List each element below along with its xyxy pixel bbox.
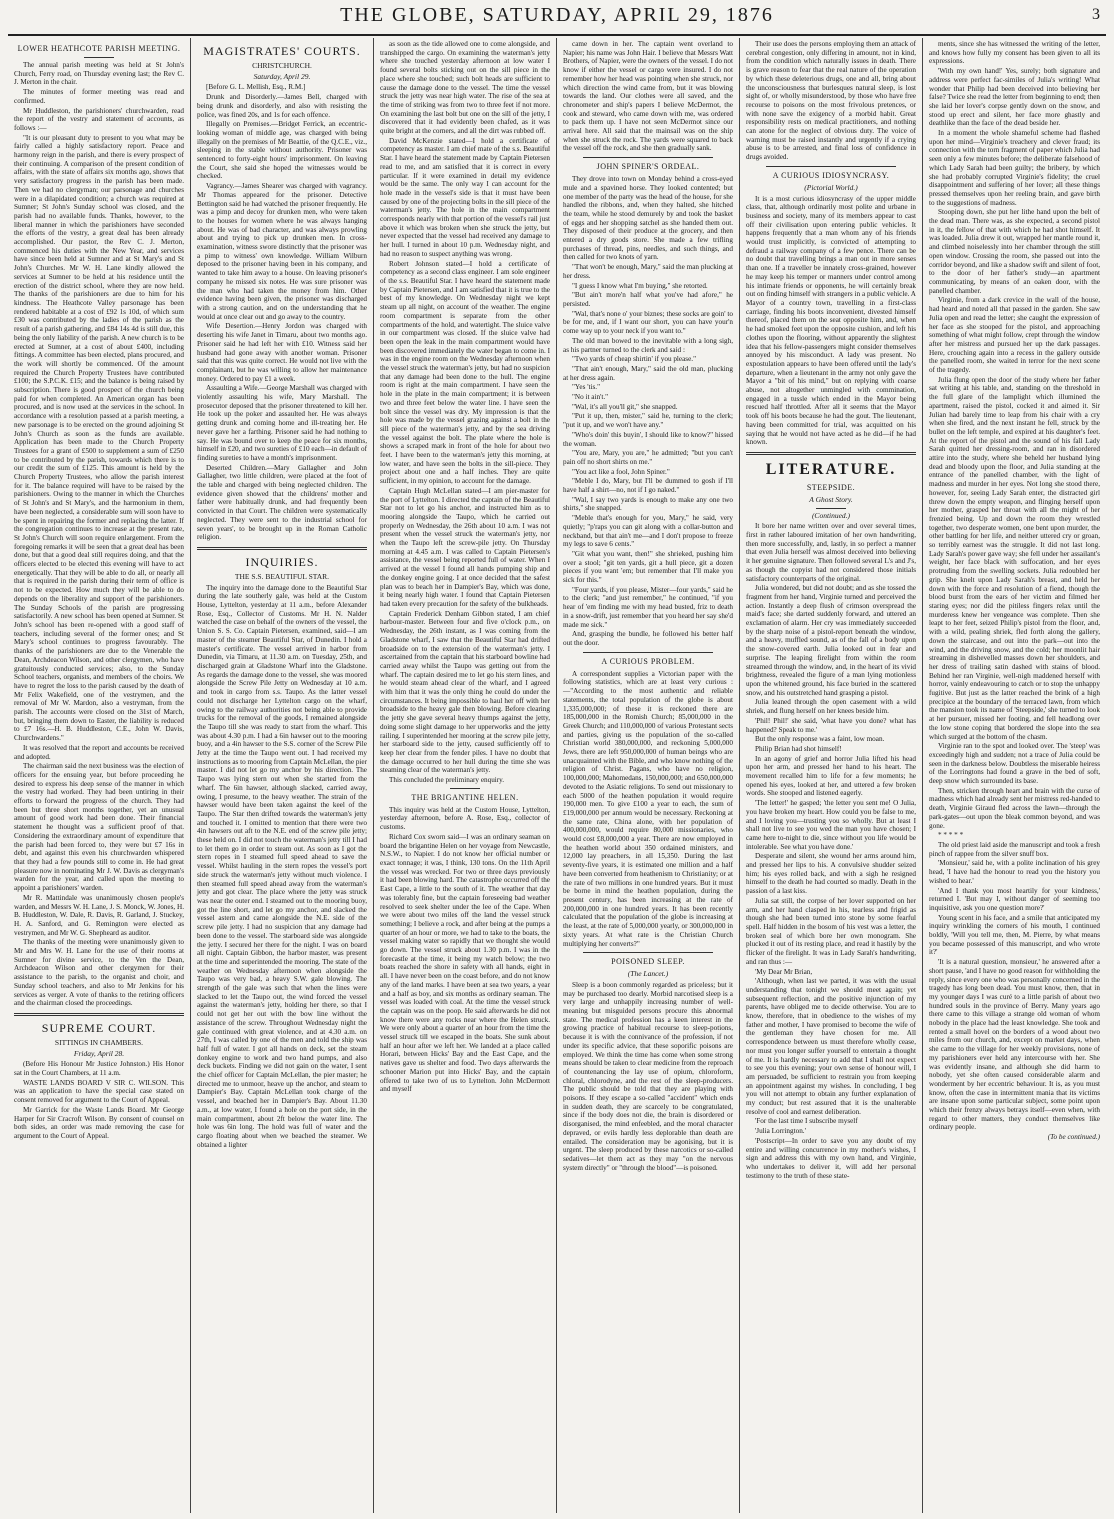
paragraph: They drove into town on Monday behind a cross-eyed mule and a spavined horse. They looked contented; but one member of the party was the head of the house, for she handled the ribbons, and, when they halted, she hitched the team, while he stood demurely by and took the basket of eggs and her shopping satchel as she handed them out. They disposed of their produce at the grocery, and then entered a dry goods store. She made a few trifling purchases of thread, pins, needles, and such things, and then called for two knots of yarn.	[563, 175, 733, 262]
paragraph: This inquiry was held at the Custom House, Lyttelton, yesterday afternoon, before A. Rose, Esq., collector of customs.	[380, 805, 550, 832]
article-body	[746, 195, 916, 447]
paragraph: * * * * *	[938, 831, 964, 840]
paragraph: Desperate and silent, she wound her arms around him, and pressed her lips to his. A convulsive shudder seized him; his eyes rolled back, and with a sigh he resigned himself to the death he had courted so madly. Death in the passion of a last kiss.	[746, 852, 916, 896]
paragraph: "That won't be enough, Mary," said the man plucking at her dress.	[563, 263, 733, 280]
paragraph: The old priest laid aside the manuscript and took a fresh pinch of rappee from the silver snuff box.	[929, 840, 1100, 858]
article-body	[746, 522, 916, 1180]
divider	[583, 652, 713, 653]
article-body	[563, 670, 733, 949]
article-body	[14, 61, 184, 1008]
column-4	[557, 38, 740, 1513]
column-1	[8, 38, 191, 1513]
divider	[84, 57, 114, 58]
paragraph: A correspondent supplies a Victorian paper with the following statistics, which are at least very curious :—"According to the most authentic and reliable statements, the total population of the globe is about 1,335,000,000; of these it is reckoned there are 185,000,000 in the Romish Church; 85,000,000 in the Greek Church; and 110,000,000 of various Protestant sects and parties, giving us the population of the so-called Christian world 380,000,000, and reckoning 5,000,000 Jews, there are left 950,000,000 of human beings who are unacquainted with the Bible, and who know nothing of the religion of Christ. Pagans, who have no religion, 100,000,000; Mahomedans, 150,000,000; and 650,000,000 devoted to the Asiatic religions. To send out missionary to each 5000 of the heathen population it would require 190,000 men. To give £100 a year to each, the sum of £19,000,000 per annum would be necessary. Reckoning at the same rate, China alone, with her population of 400,000,000, would require 80,000 missionaries, who would cost £8,000,000 a year. There are now employed in the heathen world about 350 ordained ministers, and 12,000 lay preachers, in all 15,350. During the last seventy-five years, it is estimated one million and a half have been converted from heathenism to Christianity; or at the rate of two millions in one hundred years. But it must be borne in mind the heathen population, during the present century, has been increasing at the rate of 200,000,000 in one hundred years. It has been recently calculated that the population of the globe is increasing at the least, at the rate of 5,000,000 yearly, or 300,000,000 in sixty years. At what rate is the Christian Church multiplying her converts?"	[563, 669, 733, 948]
article-body	[563, 981, 733, 1172]
paragraph: Vagrancy.—James Shearer was charged with vagrancy. Mr Thomas appeared for the prisoner. Detective Bettington said he had watched the prisoner frequently. He was a pimp and decoy for drunken men, who were taken to the houses for women where he was always hanging about. He was of bad character, and was always prowling about and trying to pick up drunken men. In cross-examination, witness swore distinctly that the prisoner was a pimp to witness' own knowledge. William Wilburn deposed to the prisoner having been in his company, and wanted to take him away to a house. On leaving prisoner's company he missed six notes. He was sure prisoner was the man who had taken the money from him. Other evidence having been given, the prisoner was discharged with a strong caution, and on the understanding that he would at once clear out and go away to the country.	[197, 182, 367, 321]
paragraph: The minutes of former meeting was read and confirmed.	[14, 88, 184, 105]
paragraph: "Wal, it's all you'll git," she snapped.	[572, 402, 678, 411]
article-heading: LOWER HEATHCOTE PARISH MEETING.	[17, 44, 181, 53]
paragraph: [Before G. L. Mellish, Esq., R.M.]	[206, 83, 306, 92]
paragraph: "But ain't more'n half what you've had afore," he persisted.	[563, 291, 733, 308]
paragraph: "No it ain't."	[572, 393, 609, 402]
article-body	[380, 40, 550, 785]
masthead	[8, 0, 1106, 36]
paragraph: "Meble I do, Mary, but I'll be dummed to gosh if I'll have half a shirt—no, not if I go naked."	[563, 477, 733, 495]
paragraph: ments, since she has witnessed the writing of the letter, and knows how fully my consent has been given to all its expressions.	[929, 40, 1100, 66]
paragraph: 'It is a natural question, monsieur,' he answered after a short pause, 'and I have no good reason for withholding the reply, since every one who was personally concerned in the tragedy has long been dead. You must know, then, that in my younger days I was curé to a little parish of about two hundred souls in the province of Berry. Many years ago there came to this village a strange old woman of whom nobody in the place had the least knowledge. She took and rented a small hovel on the borders of a wood about two miles from our church, and, except on market days, when she came to the village for her weekly provisions, none of my parishioners ever held any intercourse with her. She was evidently insane, and although she did harm to nobody, yet she often caused considerable alarm and wonderment by her eccentric behaviour. It is, as you must know, often the case in intermittent mania that its victims are insane upon some particular subject, some point upon which their frenzy always betrays itself—even when, with regard to other matters, they conduct themselves like ordinary people.	[929, 958, 1100, 1132]
paragraph: 'Monsieur,' said he, with a polite inclination of his grey head, 'I have had the honour to read you the history you wished to hear.'	[929, 859, 1100, 885]
paragraph: Assaulting a Wife.—George Marshall was charged with violently assaulting his wife, Mary Marshall. The prosecutor deposed that the prisoner threatened to kill her. He took up the poker and assaulted her. He was always getting drunk and coming home and ill-treating her. He never gave her a farthing. Prisoner said he had nothing to say. He was bound over to keep the peace for six months, himself in £20, and two sureties of £10 each—in default of finding sureties to have a month's imprisonment.	[197, 384, 367, 462]
article-body	[746, 40, 916, 162]
column-6	[923, 38, 1106, 1513]
article-body	[563, 40, 733, 153]
newspaper-columns	[8, 38, 1106, 1513]
paragraph: 'Phil! Phil!' she said, 'what have you done? what has happened? Speak to me.'	[746, 716, 916, 734]
newspaper-title: THE GLOBE, SATURDAY, APRIL 29, 1876	[340, 4, 774, 26]
paragraph: Young scent in his face, and a smile that anticipated my inquiry wrinkling the corners of his mouth, I continued boldly, 'Will you tell me, then, M. Pierre, by what means you became possessed of this manuscript, and who wrote it?'	[929, 913, 1100, 957]
paragraph: This concluded the preliminary enquiry.	[389, 776, 505, 785]
paragraph: The inquiry into the damage done to the Beautiful Star during the late southerly gale, was held at the Custom House, Lyttelton, yesterday at 11 a.m., before Alexander Rose, Esq., Collector of Customs. Mr H. N. Nalder watched the case on behalf of the owners of the vessel, the Union S. S. Co. Captain Pietersen, examined, said—I am master of the steamer Beautiful Star, of Dunedin. I hold a master's certificate. The vessel arrived in harbor from Dunedin, via Timaru, at 11.30 a.m. on Tuesday, 25th, and discharged grain at Gladstone Wharf into the Gladstone. As regards the damage done to the vessel, she was moored alongside the Screw Pile Jetty on Wednesday at 10 a.m. and took in cargo from s.s. Taupo. As the latter vessel could not discharge her Lyttelton cargo on the wharf, owing to the railway authorities not being able to provide trucks for the removal of the goods, I remained alongside the Taupo till she was ready to start from the wharf. This was about 4.30 p.m. I had a 6in hawser out to the mooring buoy, and a 4in hawser to the S.S. corner of the Screw Pile Jetty at the time the Taupo went out. I had received my instructions as to mooring from Captain McLellan, the pier master. I did not let go my anchor by his direction. The Taupo was lying stern out when she started from the wharf. The 6in hawser, although slacked, carried away, owing, I presume, to the heavy weather. The strain of the hawser would have been taken against the keel of the Taupo. The Star then drifted towards the waterman's jetty and touched it. I omitted to mention that there were two 4in hawsers out aft to the N.E. end of the screw pile jetty; these held on. I did not touch the waterman's jetty till I had to let them go in order to steam out. As soon as I got the stern ropes in I steamed full speed ahead to save the vessel. Whilst hauling in the stern ropes the vessel's port side struck the waterman's jetty without much violence. I then steamed full speed ahead away from the waterman's jetty and got clear. The place where the jetty was struck was near the outer end. I steamed out to the mooring buoy, got the line short, and let go my anchor, and slacked the vessel astern and came alongside the N.E. side of the screw pile jetty. I had no suspicion that any damage had been done to the vessel. The starboard side was alongside the jetty. I secured her there for the night. I was on board all night. Captain Gibbon, the harbor master, was present at the time and superintended the mooring. The state of the weather on Wednesday afternoon when alongside the Taupo was very bad, a heavy S.W. gale blowing. The strength of the gale was such that when the lines were slacked to let the Taupo out, the wind forced the vessel against the waterman's jetty, holding her there, so that I could not get her out with the bow line without the assistance of the screw. Throughout Wednesday night the gale continued with great violence, and at 4.30 a.m. on 27th, I was called by one of the men and told the ship was half full of water. I got all hands on deck, set the steam donkey engine to work and two hand pumps, and also deck buckets. Finding we did not gain on the water, I sent the chief officer for Captain McLellan, the pier master; he directed me to unmoor, heave up the anchor, and steam to Dampier's Bay. Captain McLellan took charge of the vessel, and beached her in Dampier's Bay. About 11.30 a.m., at low water, I found a hole on the port side, in the main compartment, about 2ft below the water line. The hole was 6in long. The hold was full of water and the cargo floating about when we beached the steamer. We obtained a lighter	[197, 583, 367, 1149]
paragraph: The thanks of the meeting were unanimously given to Mr and Mrs W. H. Lane for the use of their rooms at Sumner for divine service, to the Ven the Dean, Archdeacon Wilson and other clergymen for their assistance to the parish, to the organist and choir, and Sunday school teachers, and also to Mr Jenkins for his services as verger. A vote of thanks to the retiring officers and the chairman closed the proceedings.	[14, 938, 184, 1008]
paragraph: Julia flung open the door of the study where her father sat writing at his table, and, standing on the threshold in the full glare of the lamplight which illumined the apartment, raised the pistol, cocked it and aimed it. Sir Julian had barely time to leap from his chair with a cry when she fired, and the next instant he fell, struck by the bullet on the left temple, and expired at his daughter's feet. At the report of the pistol and the sound of his fall Lady Sarah quitted her dressing-room, and ran in disordered attire into the study, where she beheld her husband lying dead and bloody upon the floor, and Julia standing at the entrance of the panelled chamber, with the light of madness and murder in her eyes. Not long she stood there, however, for, seeing Lady Sarah enter, the distracted girl threw down the empty weapon, and flinging herself upon her mother, grasped her throat with all the might of her frenzied being. Up and down the room they wrestled together, two desperate women, one bent upon murder, the other battling for her life, and neither uttered cry or groan, so terribly earnest was the struggle. It did not last long. Lady Sarah's power gave way; she fell under her assailant's weight, her face black with suffocation, and her eyes protruding from the swelling sockets. Julia redoubled her grip. She knelt upon Lady Sarah's breast, and held her down with the force and resolution of a fiend, though the blood burst from the ears of her victim and filmed her staring eyes; nor did the pitiless fingers relax until the murderess knew her vengeance was complete. Then she leapt to her feet, seized Philip's pistol from the floor, and, with a wild, pealing shriek, fled forth along the gallery, down the staircase, and out into the park—out into the wind, and the driving snow, and the cold; her moonlit hair streaming in dishevelled masses down her shoulders, and her dress of trailing satin dashed with stains of blood. Behind her ran Virginie, well-nigh maddened herself with horror, vainly endeavouring to catch or to stop the unhappy fugitive. But just as the latter reached the brink of a high precipice at the boundary of the terraced lawn, from which the mansion took its name of 'Steepside,' she turned to look at her pursuer, missed her footing, and fell headlong over the low stone coping that bordered the slope into the sea which surged at the bottom of the chasm.	[929, 375, 1100, 741]
article-body	[563, 175, 733, 648]
section-heading: MAGISTRATES' COURTS.	[203, 44, 361, 58]
paragraph: 'Julia Lorrington.'	[755, 1127, 806, 1136]
paragraph: Virginie, from a dark crevice in the wall of the house, had heard and noted all that passed in the garden. She saw Julia open and read the letter; she caught the expression of her face as she stooped for the pistol, and approaching something of what might follow, crept through the window after her mistress and pursued her up the dark passages. Here, crouching again into a recess in the gallery outside the panelled room, she waited in terror for the next scene of the tragedy.	[929, 296, 1100, 375]
paragraph: Richard Cox sworn said—I was an ordinary seaman on board the brigantine Helen on her voyage from Newcastle, N.S.W., to Napier. I do not know her official number or exact tonnage; it was, I think, 130 tons. On the 11th April the vessel was wrecked. For two or three days previously it had been blowing hard. The catastrophe occurred off the East Cape, a little to the south of it. The weather that day was tolerably fine, but the captain foreseeing bad weather resolved to seek shelter under the lee of the Cape. When we were about two miles off the land the vessel struck something; I believe a rock, and after being at the pumps a quarter of an hour or more, we had to take to the boats, the vessel making water so rapidly that we thought she would go down. The vessel struck about 1.30 p.m. I was in the forecastle at the time, it being my watch below; the two boats reached the shore in safety with all hands, eight in all. I have never been on the coast before, and do not know any of the land marks. I have been at sea two years, a year and a half as boy, and six months as ordinary seaman. The vessel was loaded with coal. At the time the vessel struck the captain was on the poop. He said afterwards he did not know there were any rocks near where the Helen struck. We were only about a quarter of an hour from the time the vessel struck till we escaped in the boats. She sunk about half an hour after we left her. We landed at a place called Horari, between Hicks' Bay and the East Cape, and the natives gave us shelter and food. Two days afterwards the schooner Marion put into Hicks' Bay, and the captain offered to take two of us to Lyttelton. John McDermott and myself	[380, 832, 550, 1094]
paragraph: Julia leaned through the open casement with a wild shriek, and flung herself on her knees beside him.	[746, 698, 916, 716]
article-body	[197, 83, 367, 542]
paragraph: Their use does the persons employing them an attack of cerebral congestion, only differing in amount, not in kind, from the condition which naturally issues in death. There is grave reason to fear that the real nature of the operation by which these deleterious drugs, one and all, bring about the unconsciousness that burlesques natural sleep, is lost sight of, or wholly misunderstood, by those who have free recourse to poisons on the most frivolous pretences, or with none save the exigency of a morbid habit. Great responsibility rests on medical practitioners, and nothing can atone for the neglect of obvious duty. The voice of warning must be raised instantly and urgently if a crying abuse is to be arrested, and final loss of confidence in drugs avoided.	[746, 40, 916, 162]
section-heading: LITERATURE.	[765, 460, 897, 478]
paragraph: as soon as the tide allowed one to come alongside, and transhipped the cargo. On examining the waterman's jetty where she touched yesterday afternoon at low water I found several bolts sticking out on the sill piece in the place where she touched; such bolt heads are sufficient to cause the damage done to the vessel. The time the vessel struck the jetty was near high water. The rise of the sea at the time of striking was from two to three feet if not more. On examining the last bolt but one on the sill of the jetty, I discovered that it had evidently been chafed, as it was quite bright at the corners, and all the dirt was rubbed off.	[380, 40, 550, 136]
paragraph: Stooping down, she put her lithe hand upon the belt of the dead man. There was, as she expected, a second pistol in it, the fellow of that with which he had shot himself. It was loaded. Julia drew it out, wrapped her mantle round it, and climbed noiselessly into her chamber through the still open window. Crossing the room, she passed out into the corridor beyond, and like a shadow swift and silent of foot, to the door of her father's study—an apartment communicating, by means of an oaken door, with the panelled chamber.	[929, 208, 1100, 295]
paragraph: Philip Brian had shot himself!	[755, 744, 842, 753]
paragraph: "That ain't enough, Mary," said the old man, plucking at her dress again.	[563, 364, 733, 382]
paragraph: "You act like a fool, John Spiner."	[572, 467, 670, 476]
story-subtitle: A Ghost Story.	[809, 494, 853, 504]
paragraph: Captain Frederick Denham Gibbon stated, I am chief harbour-master. Between four and five o'clock p.m., on Wednesday, the 26th instant, as I was coming from the Gladstone wharf, I saw that the Beautiful Star had drifted broadside on to the extension of the waterman's jetty. I ascertained from the captain that his starboard bowline had carried away whilst the Taupo was getting out from the wharf. The captain desired me to let go his stern lines, and he would steam ahead clear of the wharf, and I agreed with him that it was the only thing he could do under the circumstances. It being impossible to haul her off with her broadside to the heavy gale then blowing. Before clearing the jetty she gave several heavy thumps against the jetty, doing some slight damage to her upperworks and the jetty railing. I superintended her mooring at the screw pile jetty, her starboard side to the jetty, caused sufficiently off to keep her clear from the fender piles. I have no doubt that the damage occurred to her hull during the time she was steaming clear of the waterman's jetty.	[380, 609, 550, 775]
paragraph: Drunk and Disorderly.—James Bell, charged with being drunk and disorderly, and also with resisting the police, was fined 20s, and 1s for each offence.	[197, 93, 367, 119]
paragraph: In an agony of grief and horror Julia lifted his head upon her arm, and pressed her hand to his heart. The movement recalled him to life for a few moments; he opened his eyes, looked at her, and uttered a few broken words. She stooped and listened eagerly.	[746, 754, 916, 798]
article-body	[929, 40, 1100, 1132]
paragraph: WASTE LANDS BOARD V SIR C. WILSON. This was an application to have the special case stated on consent removed for argument to the Court of Appeal.	[14, 1078, 184, 1105]
paragraph: "Who's doin' this buyin', I should like to know?" hissed the woman.	[563, 430, 733, 448]
paragraph: "I guess I know what I'm buying," she retorted.	[572, 281, 708, 290]
section-heading: INQUIRIES.	[245, 554, 319, 569]
section-subheading: THE S.S. BEAUTIFUL STAR.	[234, 571, 330, 581]
paragraph: 'And I thank you most heartily for your kindness,' returned I. 'But may I, without danger of seeming too inquisitive, ask you one question more?'	[929, 886, 1100, 912]
paragraph: (Before His Honour Mr Justice Johnston.) His Honor sat in the Court Chambers, at 11 a.m.	[14, 1060, 184, 1078]
paragraph: 'For the last time I subscribe myself	[755, 1117, 858, 1126]
paragraph: "Meble that's enough for you, Mary," he said, very quietly; "p'raps you can git along with a collar-button and neckband, but that ain't me—and I don't propose to freeze my legs to save 6 cents."	[563, 514, 733, 549]
paragraph: Captain Hugh McLellan stated—I am pier-master for the port of Lyttelton. I directed the captain of the Beautiful Star not to let go his anchor, and instructed him as to mooring alongside the Taupo, which he carried out properly on Wednesday, the 26th about 10 a.m. I was not present when the vessel struck the waterman's jetty, nor when the Taupo left the screw-pile jetty. On Thursday morning at 4.45 a.m. I was called to Captain Pietersen's assistance, the vessel being reported full of water. When I arrived at the vessel I found all hands pumping ship and the donkey engine going. I at once decided that the safest plan was to beach her in Dampier's Bay, which was done, it being nearly high water. I found that Captain Pietersen had taken every precaution for the safety of the bulkheads.	[380, 486, 550, 608]
paragraph: Mr R. Mattindale was unanimously chosen people's warden, and Messrs W. H. Lane, J. S. Monck, W. Jones, H. B. Huddleston, W. Dale, R. Davis, R. Garland, J. Stuckey, H. A. Sanford, and G. Remington were elected as vestrymen, and Mr W. G. Shepheard as auditor.	[14, 893, 184, 937]
column-5	[740, 38, 923, 1513]
paragraph: In a moment the whole shameful scheme had flashed upon her mind—Virginie's treachery and clever fraud; its connection with the torn fragment of paper which Julia had seen only a few minutes before; the deliberate falsehood of which Lady Sarah had been guilty; the bribery, by which she had probably corrupted Virginie's fidelity; the cruel disappointment and suffering of her lover; all these things pressed themselves upon her reeling brain, and gave birth to the suggestions of madness.	[929, 129, 1100, 207]
paragraph: Mr Garrick for the Waste Lands Board. Mr George Harper for Sir Cracroft Wilson. By consent of counsel on both sides, an order was made removing the case for argument to the Court of Appeal.	[14, 1105, 184, 1140]
paragraph: "Put it up, then, mister," said he, turning to the clerk; "put it up, and we won't have any."	[563, 412, 733, 430]
paragraph: "It is our pleasant duty to present to you what may be fairly called a highly satisfactory report. Peace and harmony reign in the parish, and there is every prospect of their continuing. A comparison of the present condition of affairs, with the state of affairs six months ago, shows that very satisfactory progress in the parish has been made. Then we had no clergyman; our parsonage and churches were in a dilapidated condition; a church was required at Sumner; St John's Sunday school was closed, and the parish had no available funds. Thanks, however, to the liberal manner in which the parishioners have seconded the efforts of the vestry, a great deal has been already accomplished. Our pastor, the Rev C. J. Merton, commenced his duties with the New Year, and services have since been held at Sumner and at St Mary's and St John's Churches. Mr W. H. Lane kindly allowed the services at Sumner to be held at his residence until the erection of the district school, where they are now held. The thanks of the parishioners are due to him for his kindness. The Heathcote Valley parsonage has been rendered habitable at a cost of £92 1s 10d, of which sum £30 was contributed by the ladies of the parish as the result of a parish gathering, and £84 14s 4d is still due, this being the only liability of the parish. A new church is to be erected at Sumner, at a cost of about £400, including fittings. A committee has been elected, plans procured, and the work will shortly be commenced. Of the amount required the Church Property Trustees have contributed £100; the S.P.C.K. £15; and the balance is being raised by subscription. There is good prospect of the church being paid for when completed. An American organ has been procured, and is now used at the services in the school. In accordance with a resolution passed at a parish meeting, a new parsonage is to be erected on the ground adjoining St John's Church as soon as the funds are available. Application has been made to the Church Property Trustees for a grant of £500 to supplement a sum of £250 to be contributed by the parish, towards which there is to our credit the sum of £125. This amount is held by the Church Property Trustees, who allow the parish interest for it. The balance required will have to be raised by the parishioners. Owing to the manner in which the Churches of St John's and St Mary's, and the harmonium in them, have been neglected, a considerable sum will soon have to be spent in repairing the former and replacing the latter. If the congregation continues to increase at the present rate, St John's Church will soon require enlargement. From the foregoing remarks it will be seen that a great deal has been done, but that a good deal still requires doing, and that the officers elected to be elected this evening will have to act energetically. That they will be able to do all, or nearly all that is required in the parish during their term of office is not to be expected. How much they will be able to do depends on the liberality and support of the parishioners. The Sunday Schools of the parish are progressing satisfactorily. A new school has been opened at Sumner. St John's school has been re-opened with a good staff of teachers, including several of the former ones; and St Mary's school continues to progress favourably. The thanks of the parishioners are due to the Venerable the Dean, Archdeacon Wilson, and other clergymen, who have gratuitously conducted services; also, to the Sunday School teachers, organists, and members of the choirs. We have to regret the loss to the parish caused by the death of Mr Felix Wakefield, one of the vestrymen, and the removal of Mr W. Mardon, also a vestryman, from the parish. The accounts were closed on the 31st of March, but, bringing them down to Easter, the liability is reduced to £7 16s.—H. B. Huddleston, C.E., John W. Davis, Churchwardens."	[14, 133, 184, 743]
article-heading: A CURIOUS PROBLEM.	[601, 656, 695, 666]
article-heading: THE BRIGANTINE HELEN.	[411, 792, 519, 802]
column-2	[191, 38, 374, 1513]
paragraph: And, grasping the bundle, he followed his better half out the door.	[563, 630, 733, 647]
paragraph: Then, stricken through heart and brain with the curse of madness which had already sent her mistress red-handed to death, Virginie Giraud fled across the lawn—through the park-gates—out upon the bleak common beyond, and was gone.	[929, 786, 1100, 830]
paragraph: "Wal, I say two yards is enough to make any one two shirts," she snapped.	[563, 495, 733, 513]
divider	[746, 452, 916, 455]
section-date: Saturday, April 29.	[253, 71, 311, 81]
article-source: (The Lancet.)	[627, 969, 669, 979]
paragraph: Deserted Children.—Mary Gallagher and John Gallagher, two little children, were placed at the foot of the table and charged with being neglected children. The evidence given showed that the childrens' mother and father were habitually drunk, and had frequently been convicted in that Court. The children were systematically neglected. They were sent to the industrial school for seven years', to be brought up in the Roman Catholic religion.	[197, 463, 367, 542]
paragraph: Julia wondered, but did not doubt; and as she tossed the fragment from her hand, Virginie turned and perceived the action. Instantly a deep flush of crimson overspread the maid's face; she darted suddenly forward, and uttered an exclamation of alarm. Her cry was immediately succeeded by the sharp noise of a pistol-report beneath the window, and a heavy, muffled sound, as of the fall of a body upon the snow-covered earth. Julia looked out in fear and surprise. The leaping firelight from within the room streamed through the window, and, in the heart of its vivid brightness, revealed the figure of a man lying motionless upon the whitened ground, his face buried in the scattered snow, and his outstretched hand grasping a pistol.	[746, 584, 916, 697]
paragraph: It was resolved that the report and accounts be received and adopted.	[14, 743, 184, 761]
paragraph: came down in her. The captain went overland to Napier; his name was John Hair. I believe that Messrs Watt Brothers, of Napier, were the owners of the vessel. I do not know if either the vessel or cargo were insured. I do not remember how her head was pointing when she struck, nor which direction the wind came from, but it was blowing towards the land. Our clothes were all saved, and the chronometer and ship's papers I believe McDermot, the cook and steward, who came down with me, was ordered to pack them up. I have not seen McDermot since our arrival here. All said that the mainsail was on the ship when she struck the rock. The yards were squared to back the vessel off the rock, and she then gradually sank.	[563, 40, 733, 153]
paragraph: The chairman said the next business was the election of officers for the ensuing year, but before proceeding he desired to express his deep sense of the manner in which the vestry had worked. They had been untiring in their efforts to forward the progress of the church. They had been but three short months together, yet an unusual amount of good work had been done. Their financial statement he thought was a sufficient proof of that. Considering the extraordinary amount of expenditure that the parish had been forced to, they were but £7 16s in debt, and against this even his churchwarden whispered that they had a few pounds still to come in. He had great pleasure now in nominating Mr J. W. Davis as clergyman's warden for the year, and called upon the meeting to appoint a parishioners' warden.	[14, 762, 184, 893]
paragraph: 'Postscript—In order to save you any doubt of my entire and willing concurrence in my mother's wishes, I sign and address this with my own hand, and Virginie, who undertakes to deliver it, will add her personal testimony to the truth of these state-	[746, 1136, 916, 1180]
section-date: Friday, April 28.	[73, 1048, 125, 1058]
divider	[816, 508, 846, 509]
divider	[583, 952, 713, 953]
paragraph: "Yes 'tis."	[572, 383, 601, 392]
paragraph: Robert Johnson stated—I hold a certificate of competency as a second class engineer. I am sole engineer of the s.s. Beautiful Star. I have heard the statement made by Captain Pietersen, and I am satisfied that it is true to the best of my knowledge. On Wednesday night we kept steam up all night, on account of the weather. The engine room compartment is separate from the other compartments of the hold, and watertight. The sluice valve in our compartment was closed. If the sluice valve had been open the leak in the main compartment would have been discovered immediately the water began to come in. I was in the engine room on the Wednesday afternoon when the vessel struck the waterman's jetty, but had no suspicion that any damage had been done to the hull. The engine room is right at the main compartment. I have seen the hole in the plate in the main compartment; it is between two and three feet below the water line. I have seen the bolt since the vessel was dry. My impression is that the hole was made by the vessel grazing against a bolt in the sill piece of the waterman's jetty, and by the sea driving the vessel against the bolt. The plate where the hole is shows a scraped mark in front of the hole for about two feet. I have been to the waterman's jetty this morning, at low water, and have seen the bolts in the sill-piece. They project about one and a half inches. They are quite sufficient, in my opinion, to account for the damage.	[380, 259, 550, 486]
paragraph: Mr Huddleston, the parishioners' churchwarden, read the report of the vestry and statement of accounts, as follows :—	[14, 106, 184, 132]
page-number: 3	[1092, 6, 1100, 23]
column-3	[374, 38, 557, 1513]
paragraph: The old man bowed to the inevitable with a long sigh, as his partner turned to the clerk and said :	[563, 336, 733, 354]
divider	[766, 166, 896, 167]
article-source: (Pictorial World.)	[804, 182, 858, 192]
article-body	[197, 584, 367, 1150]
paragraph: Illegally on Premises.—Bridget Ferrick, an eccentric-looking woman of middle age, was charged with being illegally on the premises of Mr Beattie, of the Q.C.E., viz., sleeping in the stable without authority. Prisoner was sentenced to forty-eight hours' imprisonment. On leaving the Court, she said she hoped the witnesses would be checked.	[197, 120, 367, 181]
paragraph: The annual parish meeting was held at St John's Church, Ferry road, on Thursday evening last; the Rev C. J. Merton in the chair.	[14, 61, 184, 87]
paragraph: "You are, Mary, you are," he admitted; "but you can't pain off no short shirts on me."	[563, 449, 733, 466]
paragraph: "Two yards of cheap shirtin' if you please."	[572, 355, 697, 364]
article-body	[380, 806, 550, 1094]
paragraph: 'With my own hand!' Yes, surely; both signature and address were perfect fac-similes of Julia's writing! What wonder that Philip had been deceived into believing her false? Twice she read the letter from beginning to end; then she laid her lover's corpse gently down on the snow, and stood up erect and silent, her face more ghastly and deathlike than the face of the dead beside her.	[929, 67, 1100, 128]
divider	[450, 788, 480, 789]
paragraph: Sleep is a boon commonly regarded as priceless; but it may be purchased too dearly. Morbid narcotised sleep is a very large and unhappily increasing number of well-meaning but misguided persons procure this abnormal state. The medical profession has a keen interest in the growing practice of habitual recourse to sleep-potions, because it is with the connivance of the profession, if not under its specific advice, that these soporific poisons are employed. We think the time has come when some strong means should be taken to clear medicine from the reproach of countenancing the lay use of opium, chloroform, chloral, chlorodyne, and the rest of the sleep-producers. The public should be told that they are playing with poisons. If they escape a so-called "accident" which ends in sudden death, they are scarcely to be congratulated, since if the body does not die, the brain is disordered or disorganised, the mind enfeebled, and the moral character depraved, or evils hardly less deplorable than death are entailed. The consideration may be agonising, but it is urgent. The sleep produced by these narcotics or so-called sedatives—let them act as they may "on the nervous system directly" or "through the blood"—is poisoned.	[563, 980, 733, 1172]
divider	[14, 1013, 184, 1016]
divider	[583, 157, 713, 158]
paragraph: But the only response was a faint, low moan.	[755, 735, 885, 744]
paragraph: It is a most curious idiosyncrasy of the upper middle class, that, although ordinarily most polite and urbane in business and society, many of its members appear to cast off their civilisation upon entering public vehicles. It happens frequently that a man whom any of his friends would trust implicitly, is convicted of attempting to defraud a railway company of a few pence. There can be no doubt that travelling brings a man out in more senses than one. If a traveller be innately cross-grained, however he may keep his temper or manners under control among his intimate friends or opponents, he will certainly break out on finding himself with strangers in a public vehicle. A Mayor of a country town, travelling in a first-class carriage, finding his boots inconvenient, divested himself thereof, placed them on the seat opposite him, and, when he had smoked feet upon the opposite cushion, and left his clothes upon the flooring, without apparently the slightest idea that his fellow-passengers might consider themselves annoyed by his misconduct. A lady was present. No expostulation appears to have been offered until the lady's departure, when a lieutenant in the army not only gave the Mayor a "bit of his mind," but on replying with coarse abuse, not altogether unmingled with commination, engaged in a tussle which ended in the Mayor being rescued half throttled. After all it seems that the Mayor took off his boots because he had the gout. The lieutenant, having been committed for trial, was acquitted on his saying that he would not have acted as he did—if he had known.	[746, 194, 916, 447]
paragraph: Virginie ran to the spot and looked over. The 'steep' was exceedingly high and sudden; not a trace of Julia could be seen in the darkness below. Doubtless the miserable heiress of the Lorringtons had found a grave in the bed of soft, deep snow which surrounded its base.	[929, 742, 1100, 786]
divider	[197, 547, 367, 550]
paragraph: "Git what you want, then!" she shrieked, pushing him over a stool; "git ten yards, git a hull piece, git a dozen pieces if you want 'em; but remember that I'll make you sick for this."	[563, 549, 733, 585]
section-heading: SUPREME COURT.	[41, 1020, 157, 1035]
paragraph: David McKenzie stated—I hold a certificate of competency as master. I am chief mate of the s.s. Beautiful Star. I have heard the statement made by Captain Pietersen read to me, and am satisfied that it is correct in every particular. If it were examined in detail my evidence would be the same. The only way I can account for the hole made in the vessel's side is that it must have been caused by one of the projecting bolts in the sill piece of the waterman's jetty. The hole in the main compartment corresponds nearly with that portion of the vessel's rail just above it which was broken when she struck the jetty, but never expected that the vessel had received any damage to her hull. I turned in about 10 p.m. Wednesday night, and had no reason to suspect anything was wrong.	[380, 136, 550, 258]
paragraph: "Four yards, if you please, Mister—four yards," said he to the clerk; "and just remember," he continued, "if you hear of 'em finding me with my head busted, friz to death in a snow-drift, just remember that you heard her say she'd made me sick."	[563, 585, 733, 629]
continued-note: (Continued.)	[811, 510, 851, 520]
article-heading: JOHN SPINER'S ORDEAL.	[596, 162, 700, 172]
paragraph: It bore her name written over and over several times, first in rather laboured imitation of her own handwriting, then more successfully, and, lastly, in so perfect a manner that even Julia herself was almost deceived into believing it her genuine signature. Then followed several L's and J's, as though the copyist had not considered those initials satisfactory counterparts of the original.	[746, 522, 916, 583]
to-be-continued: (To be continued.)	[1047, 1133, 1100, 1142]
section-subheading: SITTINGS IN CHAMBERS.	[54, 1037, 144, 1047]
article-heading: POISONED SLEEP.	[611, 957, 685, 967]
story-title: STEEPSIDE.	[806, 482, 856, 492]
section-subheading: CHRISTCHURCH.	[252, 61, 312, 70]
paragraph: 'The letter!' he gasped; 'the letter you sent me! O Julia, you have broken my heart. How could you be false to me, and I loving you—trusting you so wholly. But at least I shall not live to see you wed the man you have chosen; I came here to-night to die, since without you life would be intolerable. See what you have done.'	[746, 799, 916, 851]
article-body	[14, 1060, 184, 1140]
paragraph: Wife Desertion.—Henry Jordon was charged with deserting his wife Janet in Timaru, about two months ago. Prisoner said he had left her with £10. Witness said her husband had gone away with another woman. Prisoner said that this was quite correct. He would not live with the complainant, but he was willing to allow her maintenance money. Ordered to pay £1 a week.	[197, 322, 367, 383]
paragraph: 'Although, when last we parted, it was with the usual understanding that tonight we should meet again; yet subsequent reflection, and the positive injunction of my parents, have obliged me to decide otherwise. You are to know, therefore, that in obedience to the wishes of my father and mother, I have promised to become the wife of the gentleman they have chosen for me. All correspondence between us must therefore wholly cease, nor must you longer suffer yourself to entertain a thought of me. It is hardly necessary to add that I shall not expect to see you this evening; your own sense of honour will, I am persuaded, be sufficient to restrain you from keeping an appointment against my wishes. In concluding, I beg you will not attempt to obtain any further explanation of my conduct; but rest assured that it is the unalterable resolve of cool and earnest deliberation.	[746, 977, 916, 1116]
article-heading: A CURIOUS IDIOSYNCRASY.	[772, 170, 890, 180]
paragraph: Julia sat still, the corpse of her lover supported on her arm, and her hand clasped in his, tearless and frigid as though she had been turned into stone by some fearful spell. Half hidden in the bosom of his vest was a letter, the broken seal of which bore her own monogram. She plucked it out of its resting place, and read it hastily by the flicker of the firelight. It was in Lady Sarah's handwriting, and ran thus :—	[746, 896, 916, 966]
paragraph: 'My Dear Mr Brian,	[755, 967, 813, 976]
paragraph: "Wal, that's none o' your biznes; these socks are goin' to be for me, and, if I want our short, you can have your'n come way up to your neck if you want to."	[563, 309, 733, 336]
